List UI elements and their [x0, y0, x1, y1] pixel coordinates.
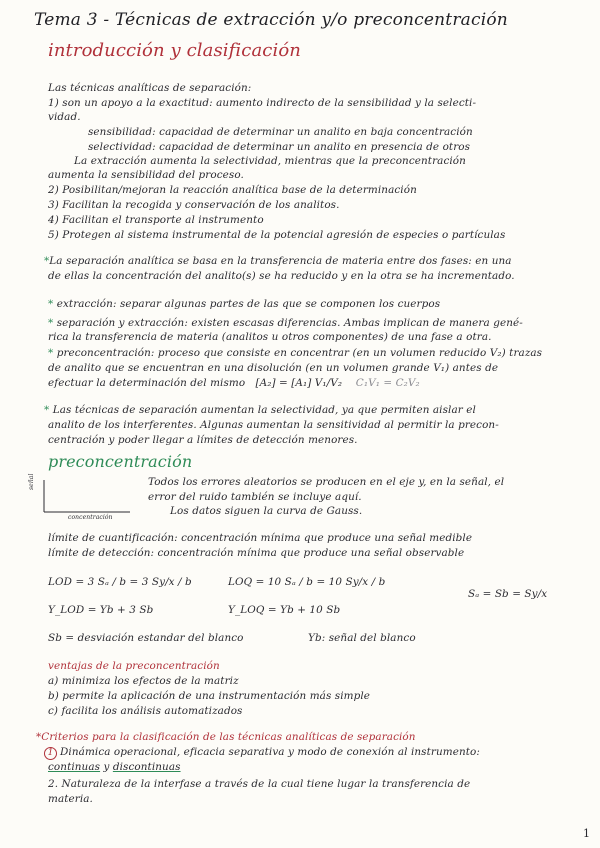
advantage-c: c) facilita los análisis automatizados [48, 705, 243, 717]
bullet-star-icon: * [36, 731, 42, 743]
intro-item-5: 5) Protegen al sistema instrumental de la potencial agresión de especies o partículas [48, 229, 506, 241]
page-title: Tema 3 - Técnicas de extracción y/o preconcentración [34, 10, 508, 30]
def-extraccion-text: extracción: separar algunas partes de las que se componen los cuerpos [56, 298, 441, 310]
ylod-formula: Y_LOD = Yb + 3 Sb [48, 604, 154, 616]
limit-quantification: límite de cuantificación: concentración mínima que produce una señal medible [48, 532, 473, 544]
def-precon-2: de analito que se encuentran en una disolución (en un volumen grande V₁) antes de [48, 362, 499, 374]
graph-y-label: señal [28, 473, 35, 490]
formula-note: C₁V₁ = C₂V₂ [355, 377, 420, 389]
extraction-note-2: aumenta la sensibilidad del proceso. [48, 169, 244, 181]
intro-item-4: 4) Facilitan el transporte al instrumento [48, 214, 264, 226]
criteria-1-text: Dinámica operacional, eficacia separativa y modo de conexión al instrumento: [60, 746, 480, 758]
criteria-heading: Criterios para la clasificación de las técnicas analíticas de separación [41, 731, 416, 743]
advantage-a: a) minimiza los efectos de la matriz [48, 675, 239, 687]
note-2: analito de los interferentes. Algunas aumentan la sensitividad al permitir la precon- [48, 419, 499, 431]
preconcentration-formula: [A₂] = [A₁] V₁/V₂ [255, 377, 343, 389]
circled-number: 1 [44, 747, 57, 760]
lod-formula: LOD = 3 Sₐ / b = 3 Sy/x / b [48, 576, 192, 588]
sensitivity-definition: sensibilidad: capacidad de determinar un analito en baja concentración [88, 126, 473, 138]
page-number: 1 [583, 827, 590, 840]
def-sep-ext-1 [48, 317, 523, 329]
intro-item-2: 2) Posibilitan/mejoran la reacción analítica base de la determinación [48, 184, 417, 196]
def-extraccion [48, 298, 440, 310]
def-precon-3 [48, 377, 420, 389]
criteria-1-types [48, 761, 181, 773]
separation-text-1 [44, 255, 512, 267]
def-sep-ext-2: rica la transferencia de materia (analitos u otros componentes) de una fase a otra. [48, 331, 492, 343]
criteria-1 [44, 746, 480, 760]
graph-x-label: concentración [68, 514, 113, 521]
bullet-star-icon: * [48, 298, 57, 310]
def-precon-1-text: preconcentración: proceso que consiste en concentrar (en un volumen reducido V₂) trazas [56, 347, 543, 359]
yb-definition: Yb: señal del blanco [308, 632, 416, 644]
bullet-star-icon: * [44, 404, 53, 416]
gauss-text-1: Todos los errores aleatorios se producen en el eje y, en la señal, el [148, 476, 505, 488]
note-3: centración y poder llegar a límites de detección menores. [48, 434, 358, 446]
intro-item-1-cont: vidad. [48, 111, 81, 123]
sb-definition: Sb = desviación estandar del blanco [48, 632, 244, 644]
criteria-2: 2. Naturaleza de la interfase a través de la cual tiene lugar la transferencia de [48, 778, 471, 790]
intro-item-1: 1) son un apoyo a la exactitud: aumento indirecto de la sensibilidad y la selecti- [48, 97, 477, 109]
yloq-formula: Y_LOQ = Yb + 10 Sb [228, 604, 341, 616]
advantage-b: b) permite la aplicación de una instrumentación más simple [48, 690, 371, 702]
intro-heading: Las técnicas analíticas de separación: [48, 82, 252, 94]
intro-item-3: 3) Facilitan la recogida y conservación de los analitos. [48, 199, 340, 211]
sa-equivalence: Sₐ = Sb = Sy/x [468, 588, 548, 600]
bullet-star-icon: * [44, 255, 50, 267]
section-heading-intro: introducción y clasificación [48, 40, 301, 61]
criteria-2-cont: materia. [48, 793, 93, 805]
limit-detection: límite de detección: concentración mínima que produce una señal observable [48, 547, 465, 559]
separation-text-2: de ellas la concentración del analito(s) se ha reducido y en la otra se ha incrementado. [48, 270, 515, 282]
gauss-text-3: Los datos siguen la curva de Gauss. [170, 505, 363, 517]
connector-y: y [103, 761, 110, 773]
selectivity-definition: selectividad: capacidad de determinar un analito en presencia de otros [88, 141, 471, 153]
type-continuas: continuas [48, 761, 101, 773]
def-sep-ext-1-text: separación y extracción: existen escasas diferencias. Ambas implican de manera gené- [56, 317, 523, 329]
criteria-heading-line [36, 731, 416, 743]
type-discontinuas: discontinuas [112, 761, 181, 773]
separation-line-1: La separación analítica se basa en la transferencia de materia entre dos fases: en una [49, 255, 512, 267]
note-1-text: Las técnicas de separación aumentan la selectividad, ya que permiten aislar el [52, 404, 476, 416]
extraction-note-1: La extracción aumenta la selectividad, mientras que la preconcentración [74, 155, 466, 167]
advantages-heading: ventajas de la preconcentración [48, 660, 220, 672]
bullet-star-icon: * [48, 347, 57, 359]
def-precon-1 [48, 347, 542, 359]
def-precon-3-text: efectuar la determinación del mismo [48, 377, 246, 389]
note-1 [44, 404, 476, 416]
loq-formula: LOQ = 10 Sₐ / b = 10 Sy/x / b [228, 576, 386, 588]
bullet-star-icon: * [48, 317, 57, 329]
gauss-text-2: error del ruido también se incluye aquí. [148, 491, 362, 503]
section-heading-preconc: preconcentración [48, 452, 193, 471]
